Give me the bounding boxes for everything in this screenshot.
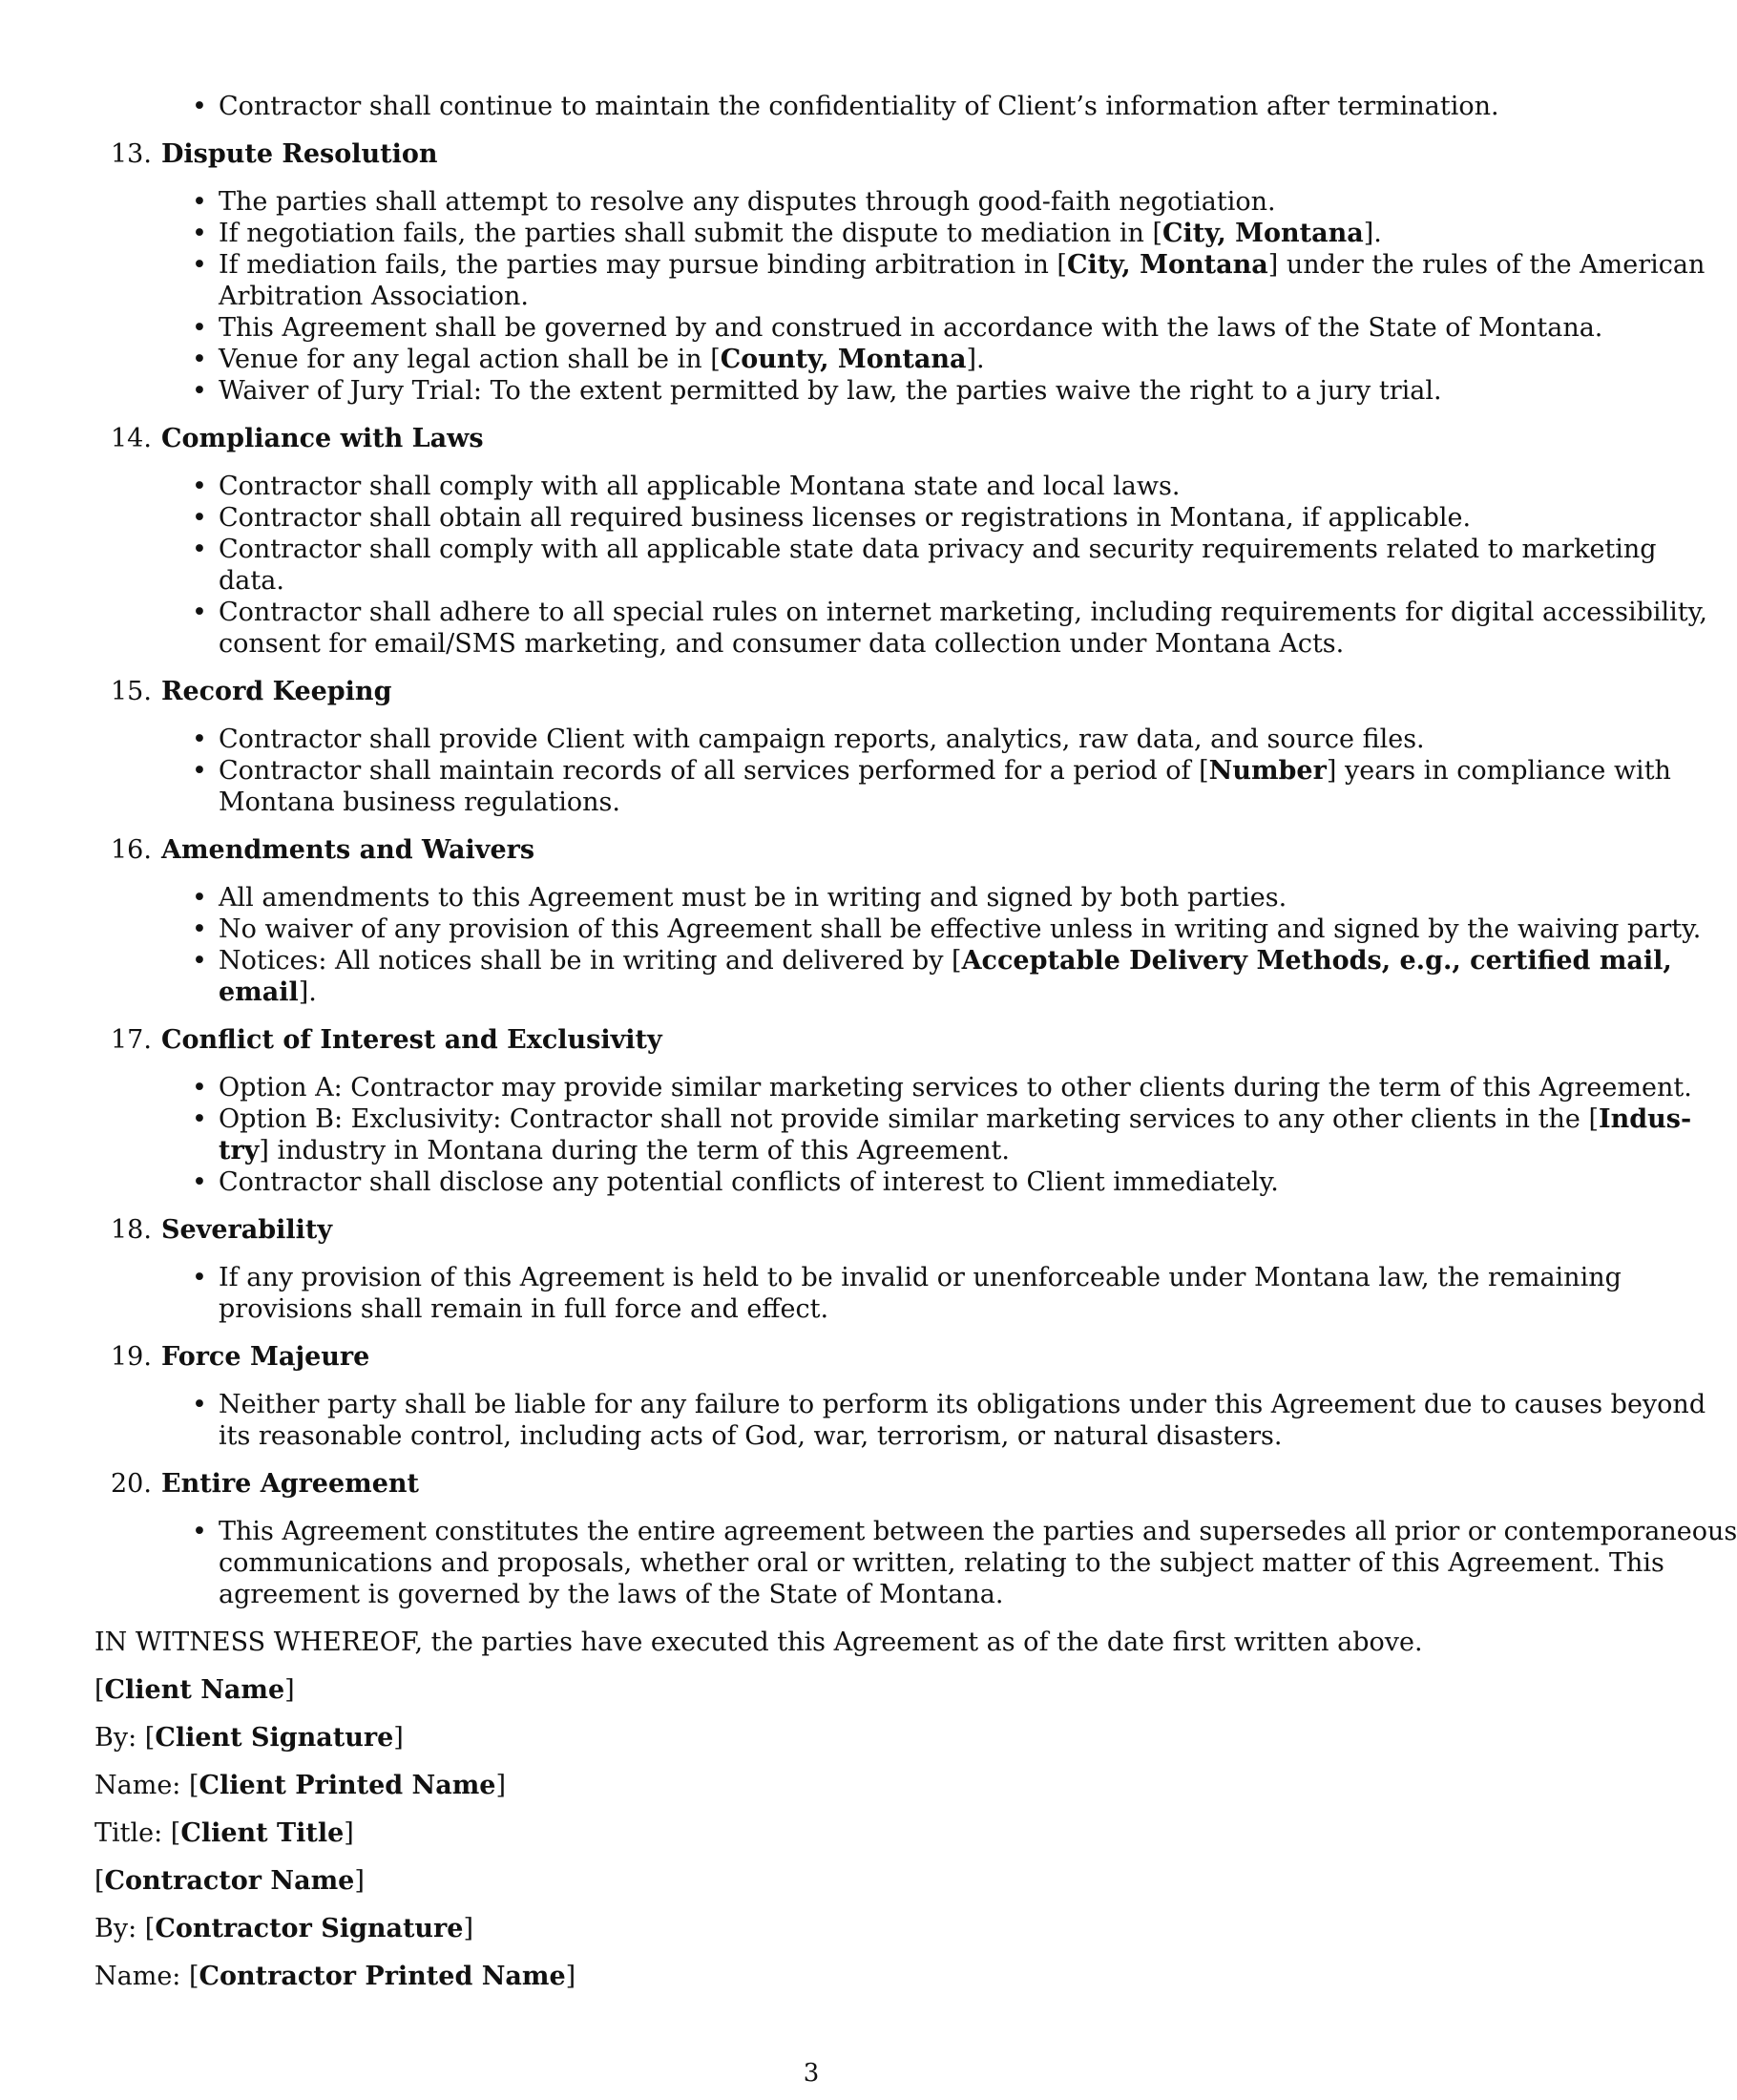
list-item <box>94 186 1526 218</box>
list-item-text: Contractor shall comply with all applicable Montana state and local laws. <box>219 472 1181 501</box>
client-signature-line: By: [Client Signature] <box>94 1723 404 1753</box>
bullet-glyph: • <box>192 1263 207 1292</box>
placeholder-field: Number <box>1208 756 1327 786</box>
placeholder-field: County, Montana <box>720 345 967 374</box>
name-label: Name: <box>94 1771 181 1800</box>
placeholder-field: Indus- <box>1599 1104 1692 1134</box>
client-title-line: Title: [Client Title] <box>94 1818 354 1848</box>
bullet-glyph: • <box>192 756 207 786</box>
section-title: Entire Agreement <box>161 1469 419 1499</box>
title-label: Title: <box>94 1818 163 1848</box>
section-heading-13 <box>94 138 1526 170</box>
list-item-text: Waiver of Jury Trial: To the extent permitted by law, the parties waive the right to a jury trial. <box>219 376 1442 406</box>
list-item <box>94 218 1526 249</box>
bullet-glyph: • <box>192 946 207 976</box>
list-item <box>94 724 1526 755</box>
contractor-printed-name: Contractor Printed Name <box>199 1962 566 1991</box>
bullet-glyph: • <box>192 1390 207 1419</box>
document-page <box>94 91 1737 1992</box>
list-item-text: Notices: All notices shall be in writing and delivered by [ <box>219 946 962 976</box>
list-item <box>94 1072 1692 1103</box>
list-item-text: Contractor shall adhere to all special rules on internet marketing, including requirements for digital accessibility, <box>219 598 1707 627</box>
placeholder-field: email <box>219 977 299 1007</box>
section-number: 17. <box>111 1025 152 1055</box>
section-heading-19 <box>94 1341 1526 1373</box>
list-item-text: ] industry in Montana during the term of this Agreement. <box>259 1136 1010 1166</box>
section-number: 14. <box>111 424 152 453</box>
list-item-text: No waiver of any provision of this Agreement shall be effective unless in writing and signed by the waiving party. <box>219 914 1702 944</box>
list-item-text: ]. <box>966 345 985 374</box>
placeholder-field: City, Montana <box>1162 219 1364 248</box>
list-item <box>94 914 1702 945</box>
section-title: Amendments and Waivers <box>161 835 535 865</box>
bullet-glyph: • <box>192 914 207 944</box>
list-item <box>94 755 1671 787</box>
bullet-glyph: • <box>192 503 207 533</box>
section-heading-15 <box>94 676 1526 707</box>
contractor-name-line: [Contractor Name] <box>94 1866 365 1896</box>
client-printed-name: Client Printed Name <box>199 1771 496 1800</box>
list-item-continuation: provisions shall remain in full force and effect. <box>219 1294 829 1324</box>
list-item-text: Option A: Contractor may provide similar marketing services to other clients during the term of this Agreement. <box>219 1073 1692 1102</box>
section-title: Dispute Resolution <box>161 139 438 169</box>
list-item-continuation: Montana business regulations. <box>219 788 620 817</box>
section-title: Severability <box>161 1215 333 1245</box>
list-item-text: This Agreement constitutes the entire agreement between the parties and supersedes all prior or contemporaneous <box>219 1517 1737 1546</box>
client-name-line: [Client Name] <box>94 1675 295 1705</box>
list-item-text: Contractor shall obtain all required business licenses or registrations in Montana, if applicable. <box>219 503 1472 533</box>
list-item-text: If any provision of this Agreement is held to be invalid or unenforceable under Montana law, the remaining <box>219 1263 1622 1292</box>
contractor-signature-line: By: [Contractor Signature] <box>94 1914 474 1943</box>
bullet-glyph: • <box>192 883 207 913</box>
list-item-continuation: consent for email/SMS marketing, and consumer data collection under Montana Acts. <box>219 629 1345 659</box>
list-item-continuation: agreement is governed by the laws of the State of Montana. <box>219 1580 1004 1609</box>
section-title: Conflict of Interest and Exclusivity <box>161 1025 662 1055</box>
list-item-text: Contractor shall provide Client with campaign reports, analytics, raw data, and source files. <box>219 724 1425 754</box>
list-item <box>94 1166 1526 1198</box>
name-label: Name: <box>94 1962 181 1991</box>
list-item-text: Neither party shall be liable for any failure to perform its obligations under this Agreement due to causes beyond <box>219 1390 1706 1419</box>
list-item-text: Contractor shall disclose any potential conflicts of interest to Client immediately. <box>219 1167 1279 1197</box>
bullet-glyph: • <box>192 187 207 217</box>
list-item-continuation <box>94 976 1526 1008</box>
by-label: By: <box>94 1914 137 1943</box>
list-item-continuation <box>94 1135 1526 1166</box>
list-item-text: Option B: Exclusivity: Contractor shall not provide similar marketing services to any other clients in the [ <box>219 1104 1599 1134</box>
bullet-glyph: • <box>192 92 207 121</box>
section-heading-16 <box>94 834 1526 866</box>
bullet-glyph: • <box>192 1167 207 1197</box>
list-item <box>94 534 1657 565</box>
list-item <box>94 1389 1706 1420</box>
placeholder-field: Acceptable Delivery Methods, e.g., certified mail, <box>961 946 1672 976</box>
bullet-glyph: • <box>192 345 207 374</box>
list-item <box>94 1262 1622 1293</box>
contractor-name: Contractor Name <box>104 1866 355 1896</box>
bullet-glyph: • <box>192 376 207 406</box>
client-title: Client Title <box>180 1818 345 1848</box>
section-number: 20. <box>111 1469 152 1499</box>
section-title: Compliance with Laws <box>161 424 484 453</box>
list-item <box>94 1516 1737 1547</box>
bullet-glyph: • <box>192 535 207 564</box>
list-item-continuation: communications and proposals, whether oral or written, relating to the subject matter of this Agreement. This <box>219 1548 1664 1578</box>
list-item <box>94 882 1526 914</box>
list-item-text: All amendments to this Agreement must be in writing and signed by both parties. <box>219 883 1287 913</box>
section-number: 16. <box>111 835 152 865</box>
client-name: Client Name <box>104 1675 285 1705</box>
list-item-text: If mediation fails, the parties may pursue binding arbitration in [ <box>219 250 1067 280</box>
bullet-glyph: • <box>192 1517 207 1546</box>
list-item <box>94 597 1707 628</box>
list-item <box>94 312 1603 344</box>
list-item <box>94 249 1706 281</box>
section-number: 18. <box>111 1215 152 1245</box>
section-title: Force Majeure <box>161 1342 370 1372</box>
by-label: By: <box>94 1723 137 1753</box>
list-item <box>94 502 1526 534</box>
bullet-glyph: • <box>192 1104 207 1134</box>
list-item <box>94 375 1526 407</box>
list-item-text: Contractor shall maintain records of all services performed for a period of [ <box>219 756 1209 786</box>
list-item <box>94 1103 1692 1135</box>
bullet-glyph: • <box>192 724 207 754</box>
list-item <box>94 91 1526 122</box>
section-number: 13. <box>111 139 152 169</box>
list-item-continuation: its reasonable control, including acts of God, war, terrorism, or natural disasters. <box>219 1421 1283 1451</box>
client-signature: Client Signature <box>155 1723 394 1753</box>
list-item-continuation: Arbitration Association. <box>219 282 529 311</box>
list-item-text: ] under the rules of the American <box>1267 250 1706 280</box>
bullet-glyph: • <box>192 250 207 280</box>
list-item-continuation: data. <box>219 566 284 596</box>
section-heading-17 <box>94 1024 1526 1056</box>
contractor-printed-name-line: Name: [Contractor Printed Name] <box>94 1962 576 1991</box>
section-title: Record Keeping <box>161 677 392 706</box>
list-item <box>94 471 1526 502</box>
contractor-signature: Contractor Signature <box>155 1914 464 1943</box>
list-item-text: Venue for any legal action shall be in [ <box>219 345 721 374</box>
section-number: 15. <box>111 677 152 706</box>
section-heading-18 <box>94 1214 1526 1246</box>
section-heading-20 <box>94 1468 1526 1500</box>
section-number: 19. <box>111 1342 152 1372</box>
placeholder-field: City, Montana <box>1066 250 1268 280</box>
list-item-text: Contractor shall comply with all applicable state data privacy and security requirements related to marketing <box>219 535 1657 564</box>
placeholder-field: try <box>219 1136 260 1166</box>
list-item-text: ]. <box>298 977 317 1007</box>
bullet-glyph: • <box>192 598 207 627</box>
bullet-glyph: • <box>192 472 207 501</box>
bullet-glyph: • <box>192 1073 207 1102</box>
list-item-text: ]. <box>1363 219 1382 248</box>
list-item-text: This Agreement shall be governed by and construed in accordance with the laws of the State of Montana. <box>219 313 1603 343</box>
list-item-text: Contractor shall continue to maintain the confidentiality of Client’s information after termination. <box>219 92 1499 121</box>
list-item-text: If negotiation fails, the parties shall submit the dispute to mediation in [ <box>219 219 1163 248</box>
bullet-glyph: • <box>192 219 207 248</box>
section-heading-14 <box>94 423 1526 454</box>
page-number: 3 <box>803 2059 820 2088</box>
list-item-text: ] years in compliance with <box>1326 756 1671 786</box>
bullet-glyph: • <box>192 313 207 343</box>
client-printed-name-line: Name: [Client Printed Name] <box>94 1771 507 1800</box>
list-item-text: The parties shall attempt to resolve any disputes through good-faith negotiation. <box>219 187 1276 217</box>
witness-statement: IN WITNESS WHEREOF, the parties have executed this Agreement as of the date first written above. <box>94 1628 1423 1657</box>
list-item <box>94 945 1672 976</box>
list-item <box>94 344 1526 375</box>
